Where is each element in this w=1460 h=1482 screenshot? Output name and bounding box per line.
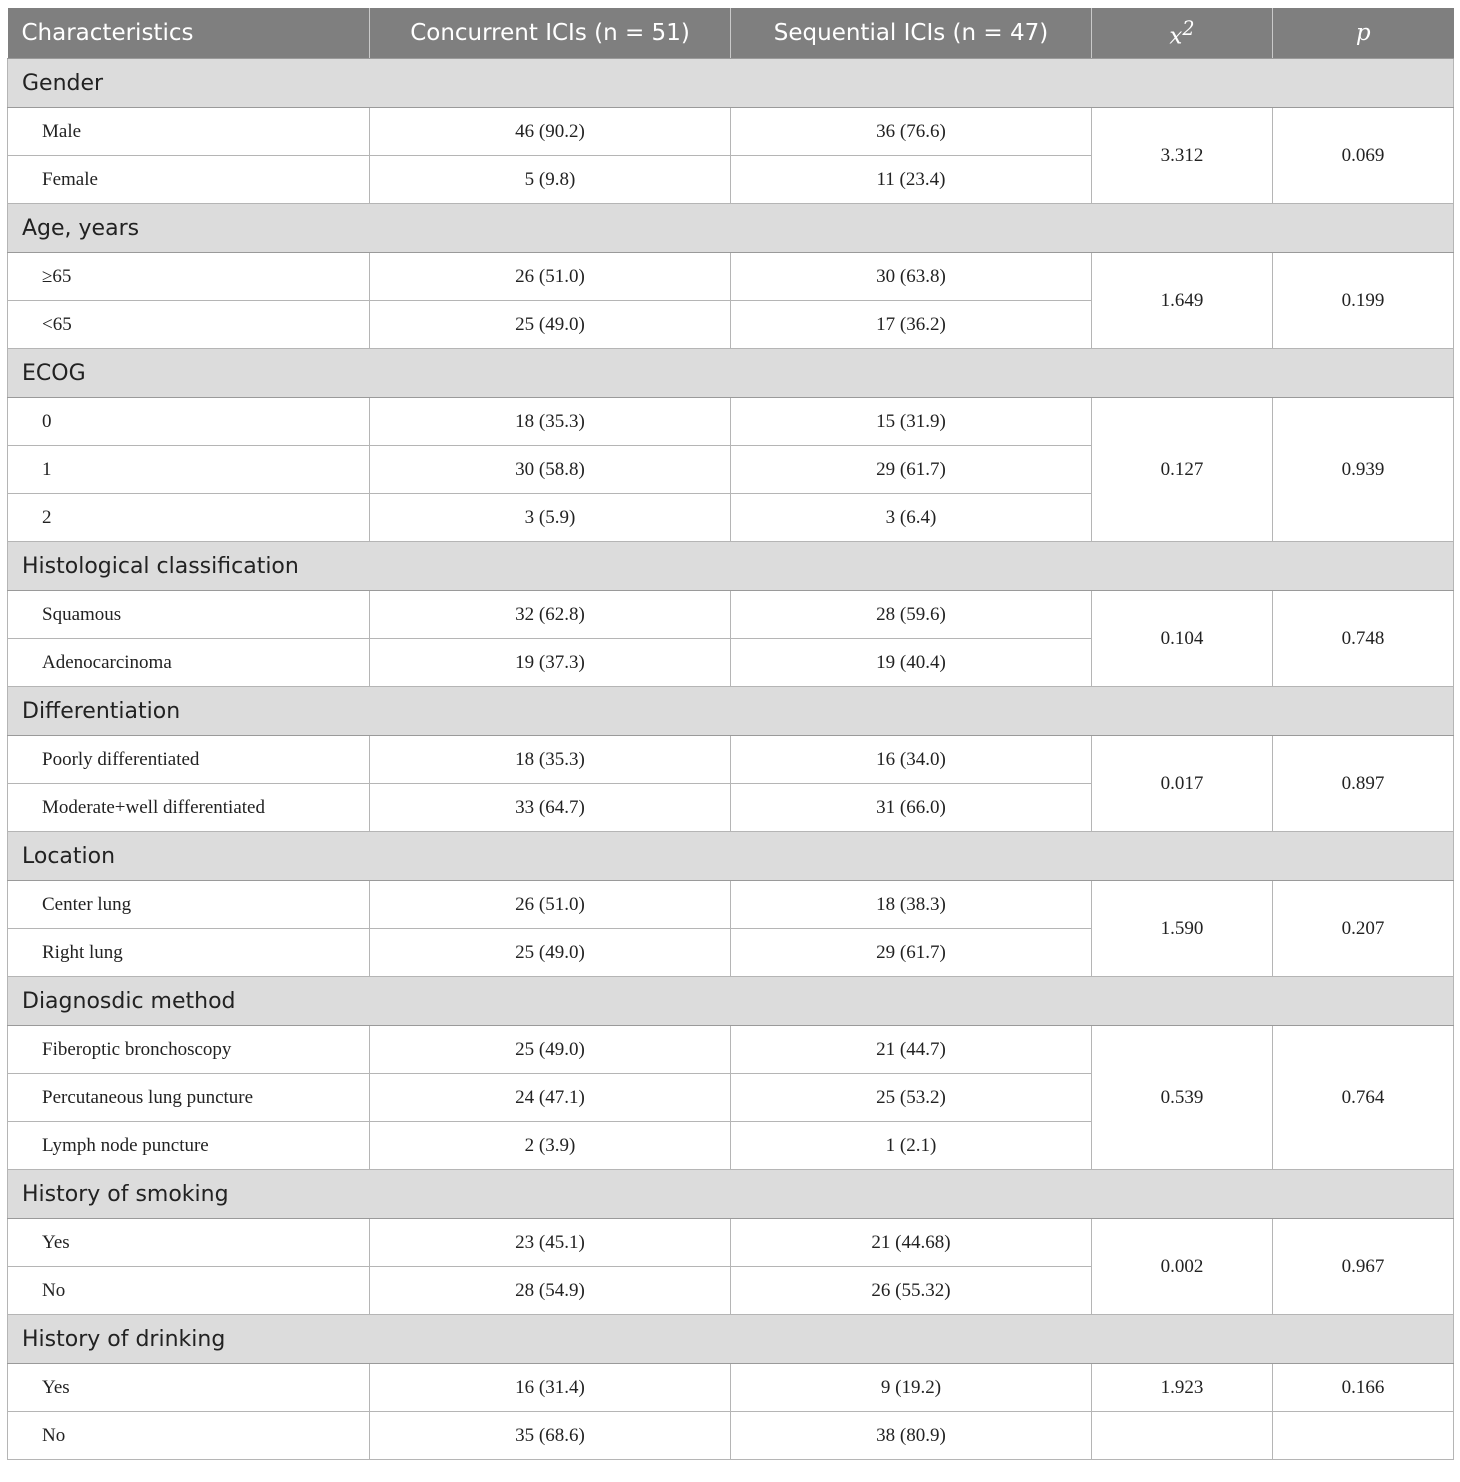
sequential-value: 16 (34.0) <box>731 736 1092 784</box>
table-header <box>8 8 1454 59</box>
concurrent-value: 25 (49.0) <box>370 929 731 977</box>
sequential-value: 36 (76.6) <box>731 108 1092 156</box>
row-label: Male <box>8 108 370 156</box>
concurrent-value: 35 (68.6) <box>370 1412 731 1460</box>
group-title: Location <box>8 832 1454 881</box>
chi-square-value: 1.590 <box>1092 881 1273 977</box>
sequential-value: 19 (40.4) <box>731 639 1092 687</box>
row-label: No <box>8 1267 370 1315</box>
row-label: Yes <box>8 1219 370 1267</box>
group-header-row <box>8 1315 1454 1364</box>
chi-square-value: 0.104 <box>1092 591 1273 687</box>
group-title: History of drinking <box>8 1315 1454 1364</box>
row-label: No <box>8 1412 370 1460</box>
group-title: Histological classification <box>8 542 1454 591</box>
row-label: Squamous <box>8 591 370 639</box>
table-row <box>8 1364 1454 1412</box>
group-title: ECOG <box>8 349 1454 398</box>
row-label: <65 <box>8 301 370 349</box>
p-value: 0.939 <box>1273 398 1454 542</box>
concurrent-value: 16 (31.4) <box>370 1364 731 1412</box>
concurrent-value: 25 (49.0) <box>370 1026 731 1074</box>
table-row <box>8 398 1454 446</box>
concurrent-value: 18 (35.3) <box>370 398 731 446</box>
table-row <box>8 1026 1454 1074</box>
group-title: Age, years <box>8 204 1454 253</box>
chi-square-value: 0.127 <box>1092 398 1273 542</box>
row-label: Adenocarcinoma <box>8 639 370 687</box>
sequential-value: 9 (19.2) <box>731 1364 1092 1412</box>
row-label: Yes <box>8 1364 370 1412</box>
group-header-row <box>8 977 1454 1026</box>
group-header-row <box>8 1170 1454 1219</box>
sequential-value: 11 (23.4) <box>731 156 1092 204</box>
chi-square-value: 3.312 <box>1092 108 1273 204</box>
row-label: Lymph node puncture <box>8 1122 370 1170</box>
concurrent-value: 32 (62.8) <box>370 591 731 639</box>
group-header-row <box>8 832 1454 881</box>
sequential-value: 38 (80.9) <box>731 1412 1092 1460</box>
chi-square-symbol: x <box>1169 23 1183 50</box>
table-row <box>8 736 1454 784</box>
sequential-value: 25 (53.2) <box>731 1074 1092 1122</box>
p-value: 0.166 <box>1273 1364 1454 1412</box>
p-value <box>1273 1412 1454 1460</box>
chi-square-value: 1.649 <box>1092 253 1273 349</box>
table-row <box>8 253 1454 301</box>
concurrent-value: 19 (37.3) <box>370 639 731 687</box>
group-header-row <box>8 204 1454 253</box>
p-value: 0.748 <box>1273 591 1454 687</box>
group-title: History of smoking <box>8 1170 1454 1219</box>
sequential-value: 18 (38.3) <box>731 881 1092 929</box>
table-row <box>8 1412 1454 1460</box>
group-header-row <box>8 349 1454 398</box>
concurrent-value: 33 (64.7) <box>370 784 731 832</box>
p-value: 0.199 <box>1273 253 1454 349</box>
group-title: Differentiation <box>8 687 1454 736</box>
table-row <box>8 881 1454 929</box>
group-header-row <box>8 542 1454 591</box>
concurrent-value: 26 (51.0) <box>370 881 731 929</box>
row-label: Percutaneous lung puncture <box>8 1074 370 1122</box>
group-title: Gender <box>8 59 1454 108</box>
p-symbol: p <box>1355 20 1371 46</box>
characteristics-table <box>7 8 1454 1460</box>
sequential-value: 30 (63.8) <box>731 253 1092 301</box>
sequential-value: 29 (61.7) <box>731 446 1092 494</box>
concurrent-value: 46 (90.2) <box>370 108 731 156</box>
header-p-value <box>1273 8 1454 59</box>
p-value: 0.207 <box>1273 881 1454 977</box>
row-label: Moderate+well differentiated <box>8 784 370 832</box>
row-label: Right lung <box>8 929 370 977</box>
concurrent-value: 18 (35.3) <box>370 736 731 784</box>
p-value: 0.967 <box>1273 1219 1454 1315</box>
sequential-value: 17 (36.2) <box>731 301 1092 349</box>
concurrent-value: 3 (5.9) <box>370 494 731 542</box>
chi-square-superscript: 2 <box>1182 16 1195 40</box>
concurrent-value: 23 (45.1) <box>370 1219 731 1267</box>
chi-square-value: 0.539 <box>1092 1026 1273 1170</box>
header-characteristics: Characteristics <box>8 8 370 59</box>
row-label: 1 <box>8 446 370 494</box>
p-value: 0.069 <box>1273 108 1454 204</box>
concurrent-value: 30 (58.8) <box>370 446 731 494</box>
row-label: ≥65 <box>8 253 370 301</box>
chi-square-value: 0.002 <box>1092 1219 1273 1315</box>
concurrent-value: 26 (51.0) <box>370 253 731 301</box>
table-row <box>8 1219 1454 1267</box>
group-header-row <box>8 687 1454 736</box>
row-label: Poorly differentiated <box>8 736 370 784</box>
concurrent-value: 24 (47.1) <box>370 1074 731 1122</box>
row-label: Center lung <box>8 881 370 929</box>
sequential-value: 28 (59.6) <box>731 591 1092 639</box>
sequential-value: 21 (44.7) <box>731 1026 1092 1074</box>
chi-square-value <box>1092 1412 1273 1460</box>
row-label: Fiberoptic bronchoscopy <box>8 1026 370 1074</box>
row-label: 2 <box>8 494 370 542</box>
table-body <box>8 59 1454 1460</box>
p-value: 0.897 <box>1273 736 1454 832</box>
header-row <box>8 8 1454 59</box>
table-row <box>8 591 1454 639</box>
sequential-value: 31 (66.0) <box>731 784 1092 832</box>
sequential-value: 26 (55.32) <box>731 1267 1092 1315</box>
p-value: 0.764 <box>1273 1026 1454 1170</box>
concurrent-value: 25 (49.0) <box>370 301 731 349</box>
sequential-value: 21 (44.68) <box>731 1219 1092 1267</box>
header-chi-square <box>1092 8 1273 59</box>
sequential-value: 29 (61.7) <box>731 929 1092 977</box>
header-sequential: Sequential ICIs (n = 47) <box>731 8 1092 59</box>
chi-square-value: 0.017 <box>1092 736 1273 832</box>
sequential-value: 3 (6.4) <box>731 494 1092 542</box>
sequential-value: 15 (31.9) <box>731 398 1092 446</box>
concurrent-value: 28 (54.9) <box>370 1267 731 1315</box>
header-concurrent: Concurrent ICIs (n = 51) <box>370 8 731 59</box>
sequential-value: 1 (2.1) <box>731 1122 1092 1170</box>
concurrent-value: 2 (3.9) <box>370 1122 731 1170</box>
group-title: Diagnosdic method <box>8 977 1454 1026</box>
group-header-row <box>8 59 1454 108</box>
chi-square-value: 1.923 <box>1092 1364 1273 1412</box>
row-label: 0 <box>8 398 370 446</box>
table-row <box>8 108 1454 156</box>
concurrent-value: 5 (9.8) <box>370 156 731 204</box>
row-label: Female <box>8 156 370 204</box>
characteristics-table-container <box>7 8 1453 1460</box>
